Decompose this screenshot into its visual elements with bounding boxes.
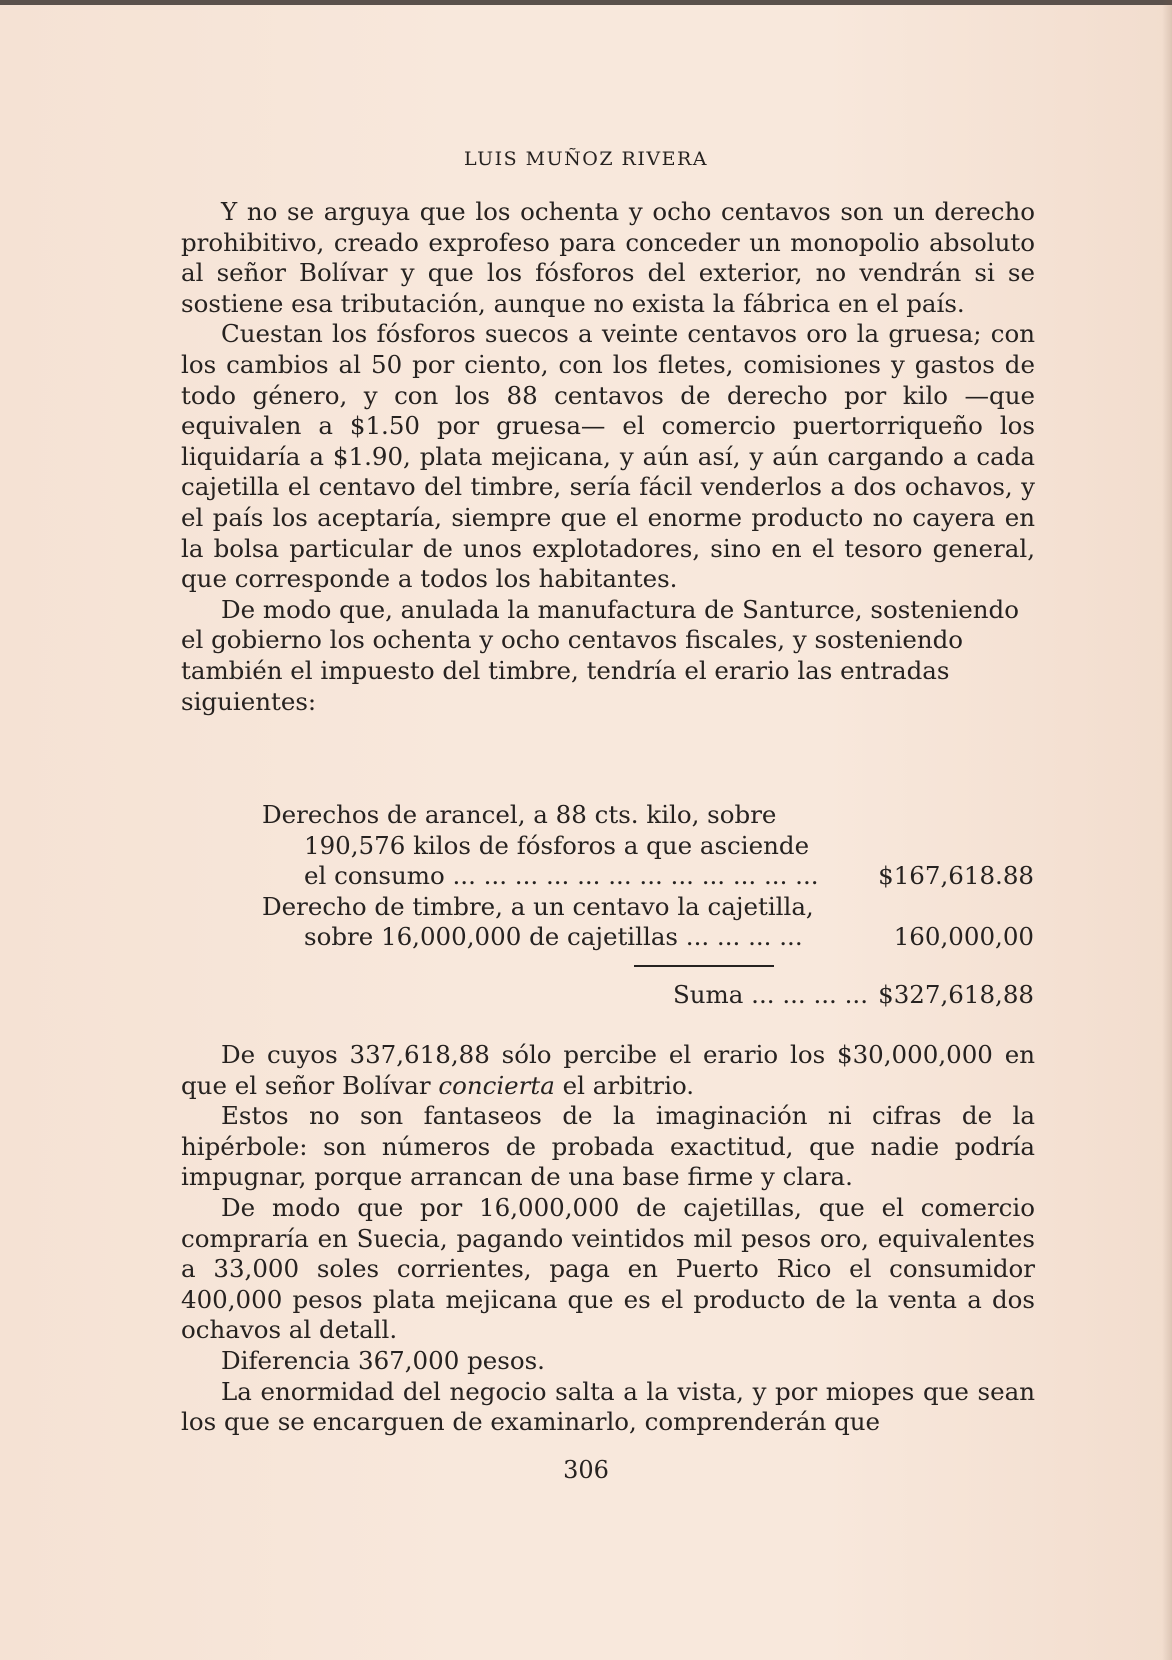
running-head: LUIS MUÑOZ RIVERA (464, 148, 708, 170)
body-text-top (181, 197, 1035, 717)
page-number: 306 (563, 1456, 609, 1484)
sum-amount: $327,618,88 (878, 980, 1034, 1009)
table-row (262, 922, 1034, 953)
paragraph-text: el arbitrio. (554, 1070, 695, 1100)
paragraph: Diferencia 367,000 pesos. (221, 1345, 545, 1375)
paragraph: La enormidad del negocio salta a la vista, y por miopes que sean los que se encarguen de examinarlo, comprenderán que (181, 1376, 1035, 1437)
row-description: sobre 16,000,000 de cajetillas ... ... ... ... (304, 922, 803, 952)
row-amount: $167,618.88 (878, 861, 1034, 891)
body-text-bottom (181, 1040, 1035, 1438)
revenue-table (262, 800, 1034, 953)
paragraph (181, 1040, 1035, 1101)
table-row (262, 831, 1034, 862)
page-top-edge (0, 0, 1172, 5)
row-description: Derechos de arancel, a 88 cts. kilo, sobre (262, 800, 777, 829)
sum-divider (634, 965, 774, 967)
sum-label: Suma ... ... ... ... (672, 980, 868, 1009)
paragraph: Y no se arguya que los ochenta y ocho centavos son un derecho prohibitivo, creado exprofeso para conceder un monopolio absoluto al señor Bolívar y que los fósforos del exterior, no vendrán si se sostiene esa tributación, aunque no exista la fábrica en el país. (181, 197, 1035, 318)
italic-word: concierta (438, 1070, 555, 1100)
row-amount: 160,000,00 (893, 922, 1034, 952)
table-row (262, 861, 1034, 892)
paragraph: Cuestan los fósforos suecos a veinte centavos oro la gruesa; con los cambios al 50 por ciento, con los fletes, comisiones y gastos de todo género, y con los 88 centavos de derecho por kilo —que equivalen a $1.50 por gruesa— el comercio puertorriqueño los liquidaría a $1.90, plata mejicana, y aún así, y aún cargando a cada cajetilla el centavo del timbre, sería fácil venderlos a dos ochavos, y el país los aceptaría, siempre que el enorme producto no cayera en la bolsa particular de unos explotadores, sino en el tesoro general, que corresponde a todos los habitantes. (181, 319, 1035, 594)
paragraph: Estos no son fantaseos de la imaginación ni cifras de la hipérbole: son números de probada exactitud, que nadie podría impugnar, porque arrancan de una base firme y clara. (181, 1101, 1035, 1192)
row-description: Derecho de timbre, a un centavo la cajetilla, (262, 891, 814, 921)
paragraph-text: De cuyos 337,618,88 sólo percibe el erario los $30,000,000 en que el señor Bolívar (181, 1040, 1035, 1100)
paragraph: De modo que por 16,000,000 de cajetillas, que el comercio compraría en Suecia, pagando veintidos mil pesos oro, equivalentes a 33,000 soles corrientes, paga en Puerto Rico el consumidor 400,000 pesos plata mejicana que es el producto de la venta a dos ochavos al detall. (181, 1192, 1035, 1345)
table-row (262, 800, 1034, 831)
sum-row (262, 980, 1034, 1011)
page-right-shadow (1162, 0, 1172, 1660)
paragraph: De modo que, anulada la manufactura de Santurce, sosteniendo el gobierno los ochenta y ocho centavos fiscales, y sosteniendo también el impuesto del timbre, tendría el erario las entradas siguientes: (181, 594, 1019, 716)
row-description: 190,576 kilos de fósforos a que asciende (304, 830, 810, 860)
table-row (262, 892, 1034, 923)
row-description: el consumo ... ... ... ... ... ... ... ... ... ... ... ... (304, 861, 819, 891)
